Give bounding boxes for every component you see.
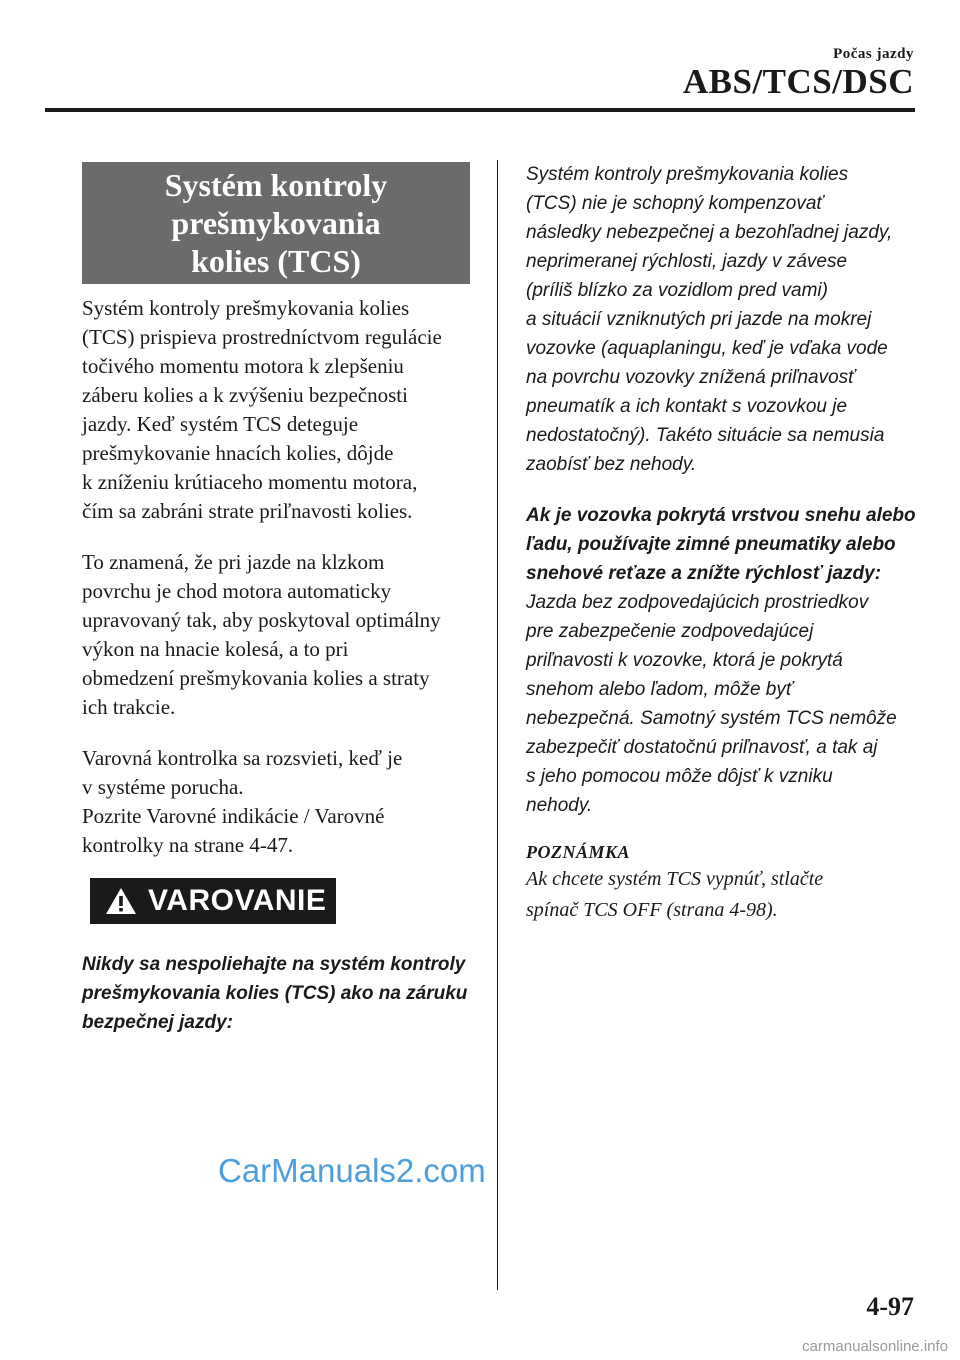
text-line: zabezpečiť dostatočnú priľnavosť, a tak aj [526, 737, 878, 758]
text-line: Systém kontroly prešmykovania kolies [82, 296, 410, 320]
text-line: Jazda bez zodpovedajúcich prostriedkov [526, 592, 869, 613]
warning-label: VAROVANIE [148, 884, 327, 917]
text-line: To znamená, že pri jazde na klzkom [82, 550, 385, 574]
left-column [82, 162, 472, 1037]
header-rule [45, 108, 915, 112]
warning-badge [90, 878, 336, 924]
text-line: upravovaný tak, aby poskytoval optimálny [82, 608, 441, 632]
text-line: snehom alebo ľadom, môže byť [526, 679, 793, 700]
text-line: a situácií vzniknutých pri jazde na mokrej [526, 309, 872, 330]
section-label: Počas jazdy [833, 46, 914, 62]
text-line: vozovke (aquaplaningu, keď je vďaka vode [526, 338, 888, 359]
text-line: výkon na hnacie kolesá, a to pri [82, 637, 349, 661]
text-line: kontrolky na strane 4-47. [82, 833, 294, 857]
note-label: POZNÁMKA [526, 842, 631, 862]
page-header-title: ABS/TCS/DSC [682, 62, 914, 101]
column-divider [497, 160, 498, 1290]
engine-paragraph [82, 548, 472, 722]
text-line: k zníženiu krútiaceho momentu motora, [82, 470, 418, 494]
text-line: nehody. [526, 795, 593, 816]
winter-paragraph [526, 588, 921, 820]
section-title-line: kolies (TCS) [191, 243, 361, 279]
footer-watermark: carmanualsonline.info [802, 1338, 948, 1355]
note-text [526, 865, 921, 925]
text-line: pneumatík a ich kontakt s vozovkou je [526, 396, 848, 417]
text-line: snehové reťaze a znížte rýchlosť jazdy: [526, 563, 882, 584]
text-line: čím sa zabráni strate priľnavosti kolies. [82, 499, 413, 523]
text-line: točivého momentu motora k zlepšeniu [82, 354, 404, 378]
text-line: s jeho pomocou môže dôjsť k vzniku [526, 766, 833, 787]
text-line: neprimeranej rýchlosti, jazdy v závese [526, 251, 848, 272]
page-number: 4-97 [866, 1292, 914, 1321]
text-line: ľadu, používajte zimné pneumatiky alebo [526, 534, 896, 555]
text-line: prešmykovanie hnacích kolies, dôjde [82, 441, 394, 465]
text-line: (TCS) prispieva prostredníctvom regulácie [82, 325, 442, 349]
text-line: Varovná kontrolka sa rozsvieti, keď je [82, 746, 403, 770]
text-line: zaobísť bez nehody. [526, 454, 697, 475]
text-line: nedostatočný). Takéto situácie sa nemusia [526, 425, 885, 446]
text-line: (príliš blízko za vozidlom pred vami) [526, 280, 828, 301]
text-line: Ak chcete systém TCS vypnúť, stlačte [526, 868, 824, 890]
warning-light-paragraph [82, 744, 472, 860]
section-title-line: Systém kontroly [164, 167, 388, 203]
text-line: pre zabezpečenie zodpovedajúcej [526, 621, 814, 642]
text-line: v systéme porucha. [82, 775, 244, 799]
text-line: následky nebezpečnej a bezohľadnej jazdy, [526, 222, 893, 243]
text-line: Nikdy sa nespoliehajte na systém kontroly [82, 954, 466, 975]
warning-triangle-icon [104, 886, 138, 916]
warning-block [82, 878, 472, 924]
section-title-line: prešmykovania [171, 205, 381, 241]
text-line: nebezpečná. Samotný systém TCS nemôže [526, 708, 897, 729]
watermark: CarManuals2.com [218, 1152, 486, 1189]
text-line: Pozrite Varovné indikácie / Varovné [82, 804, 385, 828]
warning-text [82, 950, 472, 1037]
text-line: spínač TCS OFF (strana 4-98). [526, 899, 778, 921]
text-line: priľnavosti k vozovke, ktorá je pokrytá [526, 650, 843, 671]
intro-paragraph [82, 294, 472, 526]
text-line: jazdy. Keď systém TCS deteguje [82, 412, 359, 436]
text-line: záberu kolies a k zvýšeniu bezpečnosti [82, 383, 408, 407]
text-line: obmedzení prešmykovania kolies a straty [82, 666, 430, 690]
caution-paragraph [526, 160, 921, 479]
winter-warning-heading [526, 501, 921, 588]
text-line: ich trakcie. [82, 695, 176, 719]
section-title-box [82, 162, 470, 284]
text-line: povrchu je chod motora automaticky [82, 579, 392, 603]
text-line: Systém kontroly prešmykovania kolies [526, 164, 849, 185]
text-line: Ak je vozovka pokrytá vrstvou snehu alebo [526, 505, 916, 526]
text-line: bezpečnej jazdy: [82, 1012, 233, 1033]
text-line: (TCS) nie je schopný kompenzovať [526, 193, 824, 214]
text-line: na povrchu vozovky znížená priľnavosť [526, 367, 855, 388]
right-column [526, 160, 921, 925]
text-line: prešmykovania kolies (TCS) ako na záruku [82, 983, 468, 1004]
